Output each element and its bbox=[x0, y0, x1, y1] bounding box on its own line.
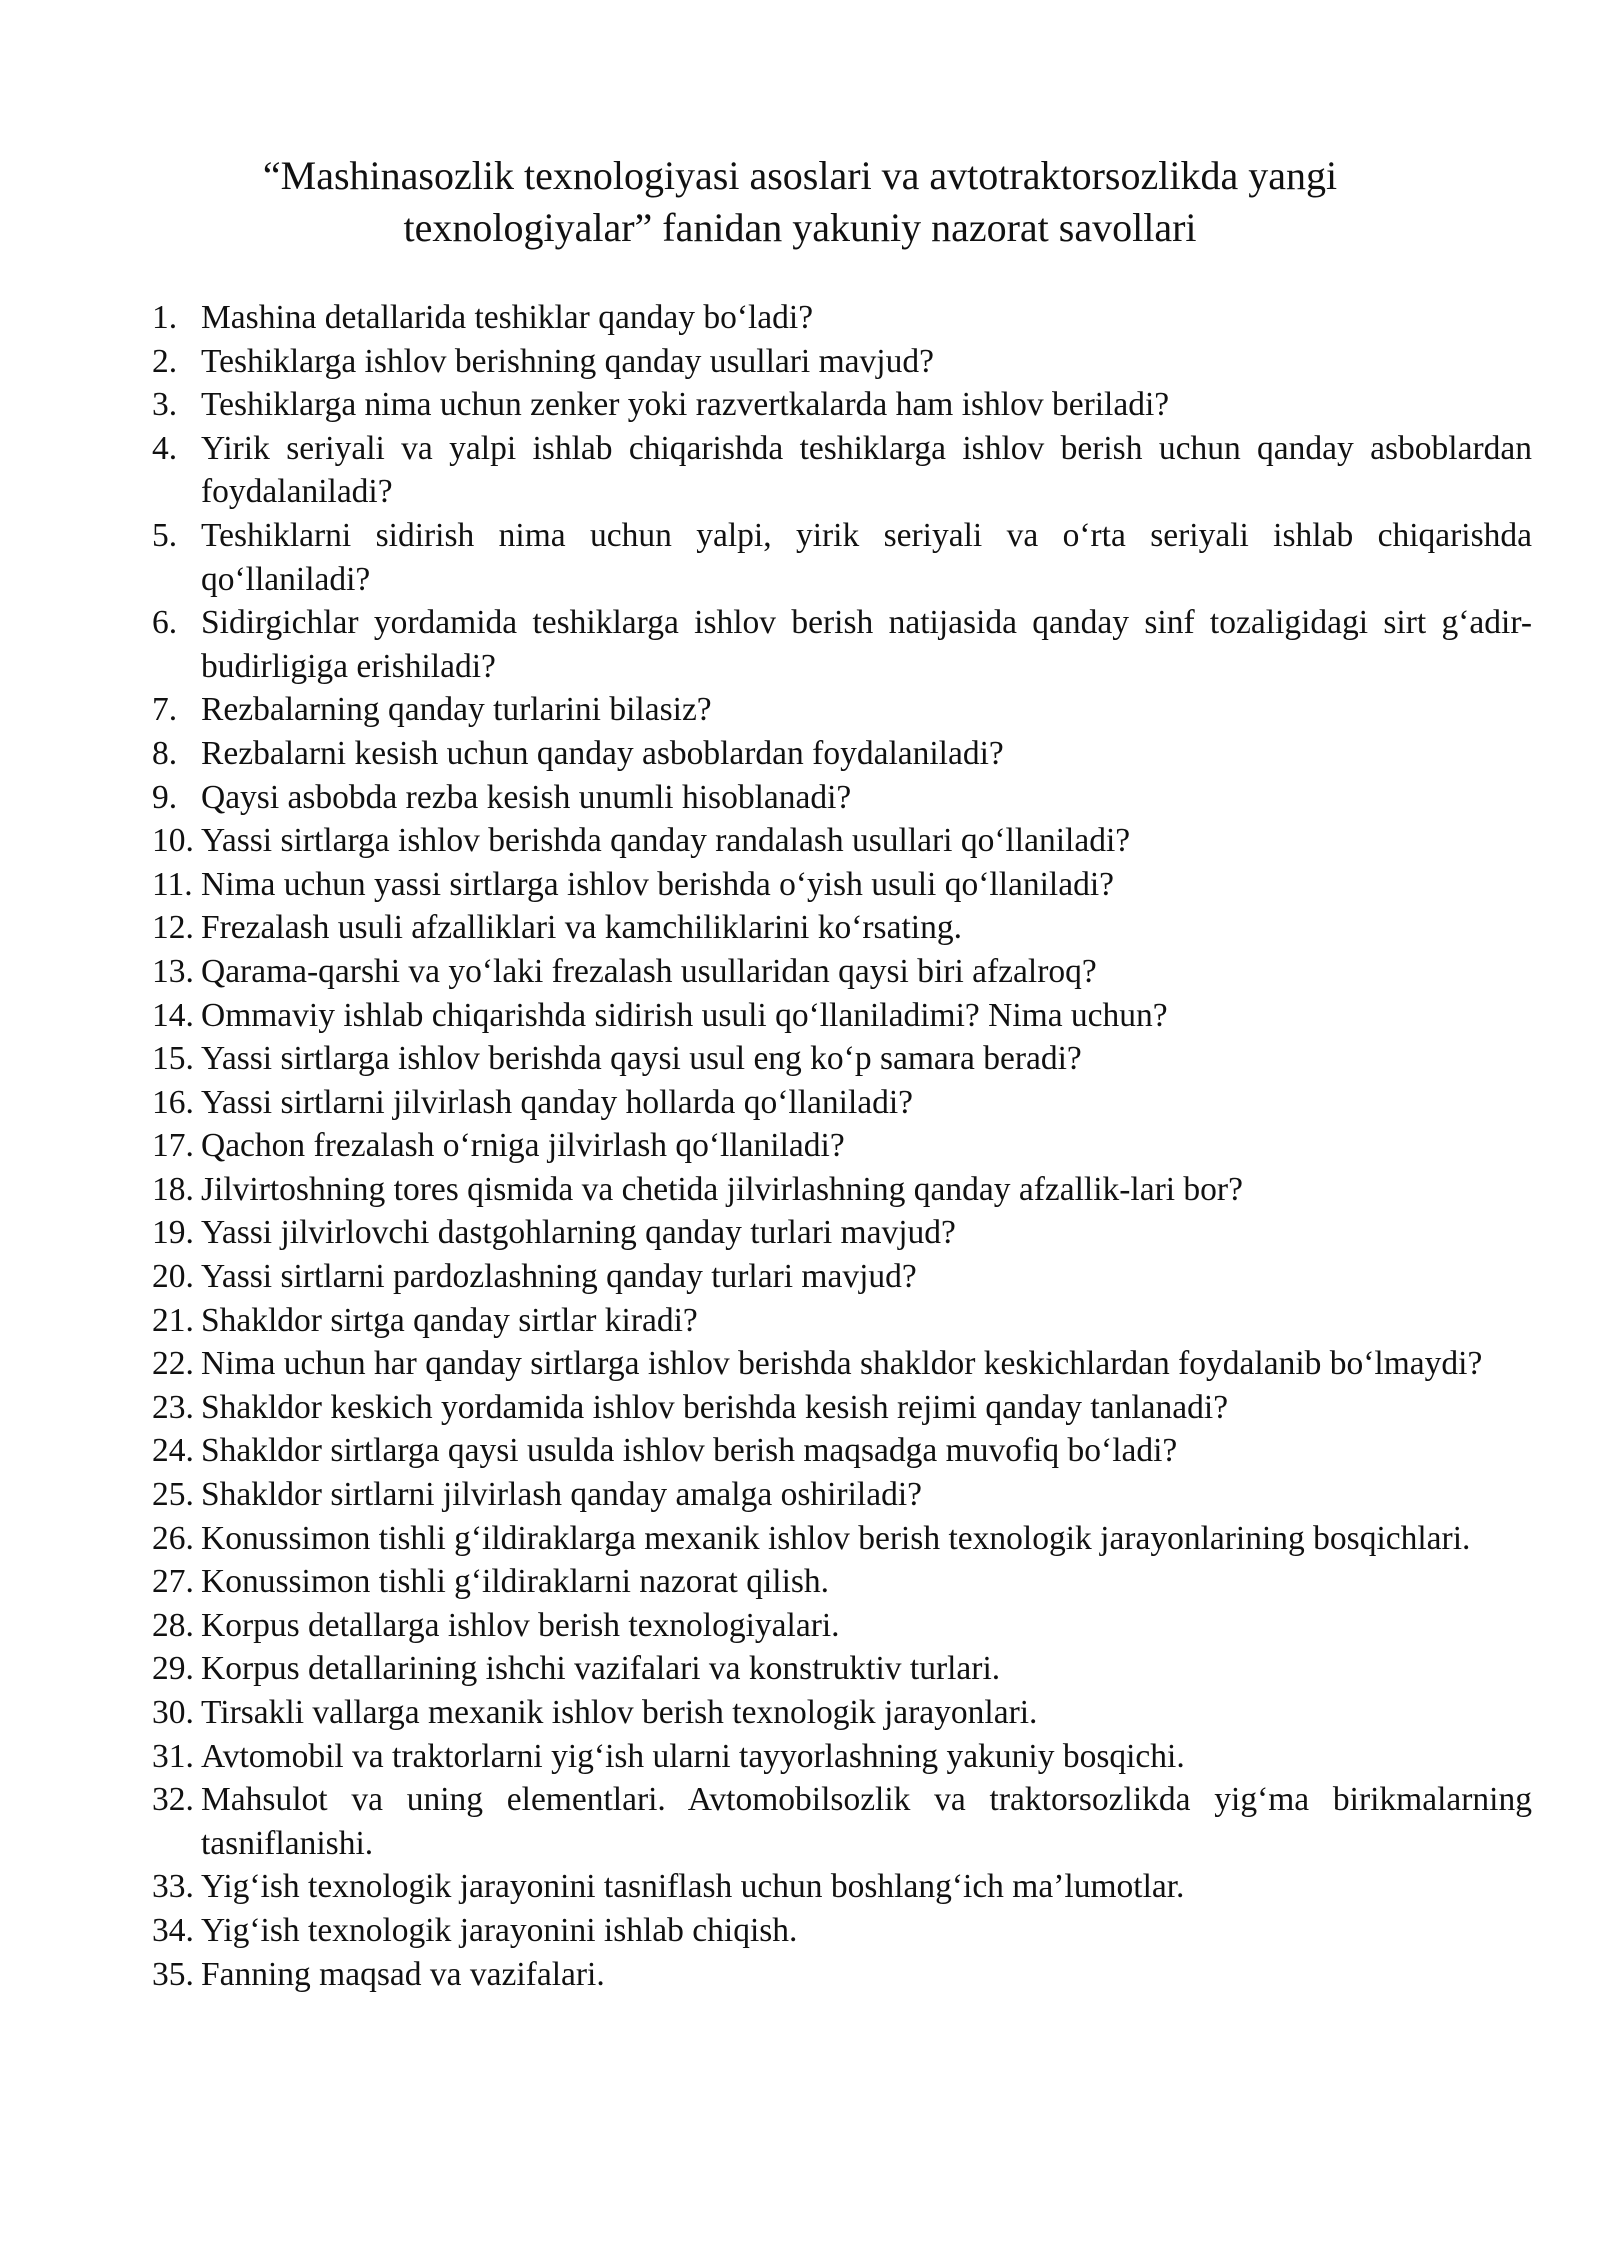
question-text: Frezalash usuli afzalliklari va kamchiliklarini ko‘rsating. bbox=[201, 909, 962, 947]
question-text: Qarama-qarshi va yo‘laki frezalash usullaridan qaysi biri afzalroq? bbox=[201, 952, 1097, 990]
question-number: 6. bbox=[152, 604, 178, 642]
question-text: Mashina detallarida teshiklar qanday bo‘ladi? bbox=[201, 299, 814, 336]
question-item-3 bbox=[152, 383, 1532, 427]
question-number: 31. bbox=[152, 1737, 194, 1775]
question-item-33 bbox=[152, 1865, 1532, 1909]
question-item-11 bbox=[152, 863, 1532, 907]
question-item-27 bbox=[152, 1560, 1532, 1604]
question-number: 19. bbox=[152, 1214, 194, 1252]
question-number: 9. bbox=[152, 778, 178, 816]
question-item-16 bbox=[152, 1081, 1532, 1125]
question-item-29 bbox=[152, 1647, 1532, 1691]
question-item-12 bbox=[152, 906, 1532, 950]
question-text: Yassi sirtlarga ishlov berishda qaysi usul eng ko‘p samara beradi? bbox=[201, 1040, 1082, 1078]
question-number: 3. bbox=[152, 386, 178, 424]
document-title bbox=[150, 150, 1450, 254]
question-number: 2. bbox=[152, 342, 178, 380]
question-text: Konussimon tishli g‘ildiraklarga mexanik ishlov berish texnologik jarayonlarining bosqichlari. bbox=[201, 1519, 1471, 1557]
question-item-2 bbox=[152, 340, 1532, 384]
question-text: Nima uchun yassi sirtlarga ishlov berishda o‘yish usuli qo‘llaniladi? bbox=[201, 865, 1115, 903]
question-text: Avtomobil va traktorlarni yig‘ish ularni tayyorlashning yakuniy bosqichi. bbox=[201, 1737, 1185, 1775]
question-text: Qachon frezalash o‘rniga jilvirlash qo‘llaniladi? bbox=[201, 1127, 845, 1165]
question-item-26 bbox=[152, 1517, 1532, 1561]
question-item-30 bbox=[152, 1691, 1532, 1735]
question-item-6 bbox=[152, 601, 1532, 688]
question-number: 4. bbox=[152, 429, 178, 467]
question-number: 18. bbox=[152, 1170, 194, 1208]
question-number: 26. bbox=[152, 1519, 194, 1557]
title-line-2: texnologiyalar” fanidan yakuniy nazorat savollari bbox=[403, 205, 1197, 250]
question-number: 1. bbox=[152, 299, 178, 336]
question-number: 7. bbox=[152, 691, 178, 729]
question-number: 33. bbox=[152, 1868, 194, 1906]
question-text: Korpus detallarining ishchi vazifalari va konstruktiv turlari. bbox=[201, 1650, 1001, 1688]
question-number: 30. bbox=[152, 1694, 194, 1731]
question-number: 25. bbox=[152, 1476, 194, 1514]
question-number: 35. bbox=[152, 1955, 194, 1993]
question-item-25 bbox=[152, 1473, 1532, 1517]
question-item-4 bbox=[152, 427, 1532, 514]
question-item-15 bbox=[152, 1037, 1532, 1081]
question-number: 12. bbox=[152, 909, 194, 947]
question-text: Yig‘ish texnologik jarayonini tasniflash uchun boshlang‘ich ma’lumotlar. bbox=[201, 1868, 1185, 1906]
question-text: Jilvirtoshning tores qismida va chetida jilvirlashning qanday afzallik-lari bor? bbox=[201, 1170, 1243, 1208]
question-number: 15. bbox=[152, 1040, 194, 1078]
question-item-14 bbox=[152, 994, 1532, 1038]
question-number: 14. bbox=[152, 996, 194, 1034]
question-number: 34. bbox=[152, 1911, 194, 1949]
question-item-7 bbox=[152, 688, 1532, 732]
question-number: 11. bbox=[152, 865, 193, 903]
question-item-32 bbox=[152, 1778, 1532, 1865]
question-number: 20. bbox=[152, 1258, 194, 1296]
question-text: Shakldor sirtga qanday sirtlar kiradi? bbox=[201, 1301, 698, 1339]
question-item-5 bbox=[152, 514, 1532, 601]
question-text: Rezbalarni kesish uchun qanday asboblardan foydalaniladi? bbox=[201, 734, 1004, 772]
question-item-13 bbox=[152, 950, 1532, 994]
question-text: Konussimon tishli g‘ildiraklarni nazorat qilish. bbox=[201, 1563, 830, 1601]
question-text: Yassi sirtlarni pardozlashning qanday turlari mavjud? bbox=[201, 1258, 917, 1296]
question-item-22 bbox=[152, 1342, 1532, 1386]
question-number: 27. bbox=[152, 1563, 194, 1601]
question-number: 10. bbox=[152, 822, 194, 860]
question-number: 17. bbox=[152, 1127, 194, 1165]
question-text: Ommaviy ishlab chiqarishda sidirish usuli qo‘llaniladimi? Nima uchun? bbox=[201, 996, 1168, 1034]
question-text: Yassi sirtlarga ishlov berishda qanday randalash usullari qo‘llaniladi? bbox=[201, 822, 1131, 860]
question-item-10 bbox=[152, 819, 1532, 863]
question-text: Nima uchun har qanday sirtlarga ishlov berishda shakldor keskichlardan foydalanib bo‘lmaydi? bbox=[201, 1345, 1483, 1383]
question-text: Yassi sirtlarni jilvirlash qanday hollarda qo‘llaniladi? bbox=[201, 1083, 914, 1121]
question-text: Teshiklarni sidirish nima uchun yalpi, yirik seriyali va o‘rta seriyali ishlab chiqarishda qo‘llaniladi? bbox=[201, 516, 1532, 598]
question-item-34 bbox=[152, 1909, 1532, 1953]
question-item-28 bbox=[152, 1604, 1532, 1648]
question-item-35 bbox=[152, 1953, 1532, 1997]
question-text: Sidirgichlar yordamida teshiklarga ishlov berish natijasida qanday sinf tozaligidagi sirt g‘adir-budirligiga erishiladi? bbox=[201, 604, 1532, 685]
question-text: Mahsulot va uning elementlari. Avtomobilsozlik va traktorsozlikda yig‘ma birikmalarning tasniflanishi. bbox=[201, 1781, 1532, 1862]
question-text: Korpus detallarga ishlov berish texnologiyalari. bbox=[201, 1606, 840, 1644]
question-item-8 bbox=[152, 732, 1532, 776]
question-number: 13. bbox=[152, 952, 194, 990]
question-number: 22. bbox=[152, 1345, 194, 1383]
question-item-17 bbox=[152, 1124, 1532, 1168]
question-text: Tirsakli vallarga mexanik ishlov berish texnologik jarayonlari. bbox=[201, 1694, 1038, 1731]
question-text: Yirik seriyali va yalpi ishlab chiqarishda teshiklarga ishlov berish uchun qanday asboblardan foydalaniladi? bbox=[201, 429, 1532, 511]
question-text: Rezbalarning qanday turlarini bilasiz? bbox=[201, 691, 712, 729]
question-list bbox=[152, 296, 1532, 1996]
question-number: 28. bbox=[152, 1606, 194, 1644]
question-number: 23. bbox=[152, 1388, 194, 1426]
question-number: 29. bbox=[152, 1650, 194, 1688]
question-text: Yig‘ish texnologik jarayonini ishlab chiqish. bbox=[201, 1911, 798, 1949]
question-text: Teshiklarga nima uchun zenker yoki razvertkalarda ham ishlov beriladi? bbox=[201, 386, 1170, 424]
question-item-9 bbox=[152, 776, 1532, 820]
question-number: 32. bbox=[152, 1781, 194, 1819]
question-item-23 bbox=[152, 1386, 1532, 1430]
question-text: Teshiklarga ishlov berishning qanday usullari mavjud? bbox=[201, 342, 934, 380]
question-item-19 bbox=[152, 1211, 1532, 1255]
question-number: 16. bbox=[152, 1083, 194, 1121]
question-text: Shakldor sirtlarni jilvirlash qanday amalga oshiriladi? bbox=[201, 1476, 923, 1514]
question-text: Qaysi asbobda rezba kesish unumli hisoblanadi? bbox=[201, 778, 852, 816]
question-item-18 bbox=[152, 1168, 1532, 1212]
question-item-21 bbox=[152, 1299, 1532, 1343]
question-item-1 bbox=[152, 296, 1532, 340]
question-text: Yassi jilvirlovchi dastgohlarning qanday turlari mavjud? bbox=[201, 1214, 956, 1252]
title-line-1: “Mashinasozlik texnologiyasi asoslari va avtotraktorsozlikda yangi bbox=[262, 153, 1338, 198]
question-item-20 bbox=[152, 1255, 1532, 1299]
question-text: Shakldor sirtlarga qaysi usulda ishlov berish maqsadga muvofiq bo‘ladi? bbox=[201, 1432, 1178, 1470]
question-text: Shakldor keskich yordamida ishlov berishda kesish rejimi qanday tanlanadi? bbox=[201, 1388, 1229, 1426]
question-item-31 bbox=[152, 1735, 1532, 1779]
question-text: Fanning maqsad va vazifalari. bbox=[201, 1955, 605, 1993]
question-number: 8. bbox=[152, 734, 178, 772]
question-item-24 bbox=[152, 1429, 1532, 1473]
question-number: 21. bbox=[152, 1301, 194, 1339]
question-number: 24. bbox=[152, 1432, 194, 1470]
question-number: 5. bbox=[152, 516, 178, 554]
